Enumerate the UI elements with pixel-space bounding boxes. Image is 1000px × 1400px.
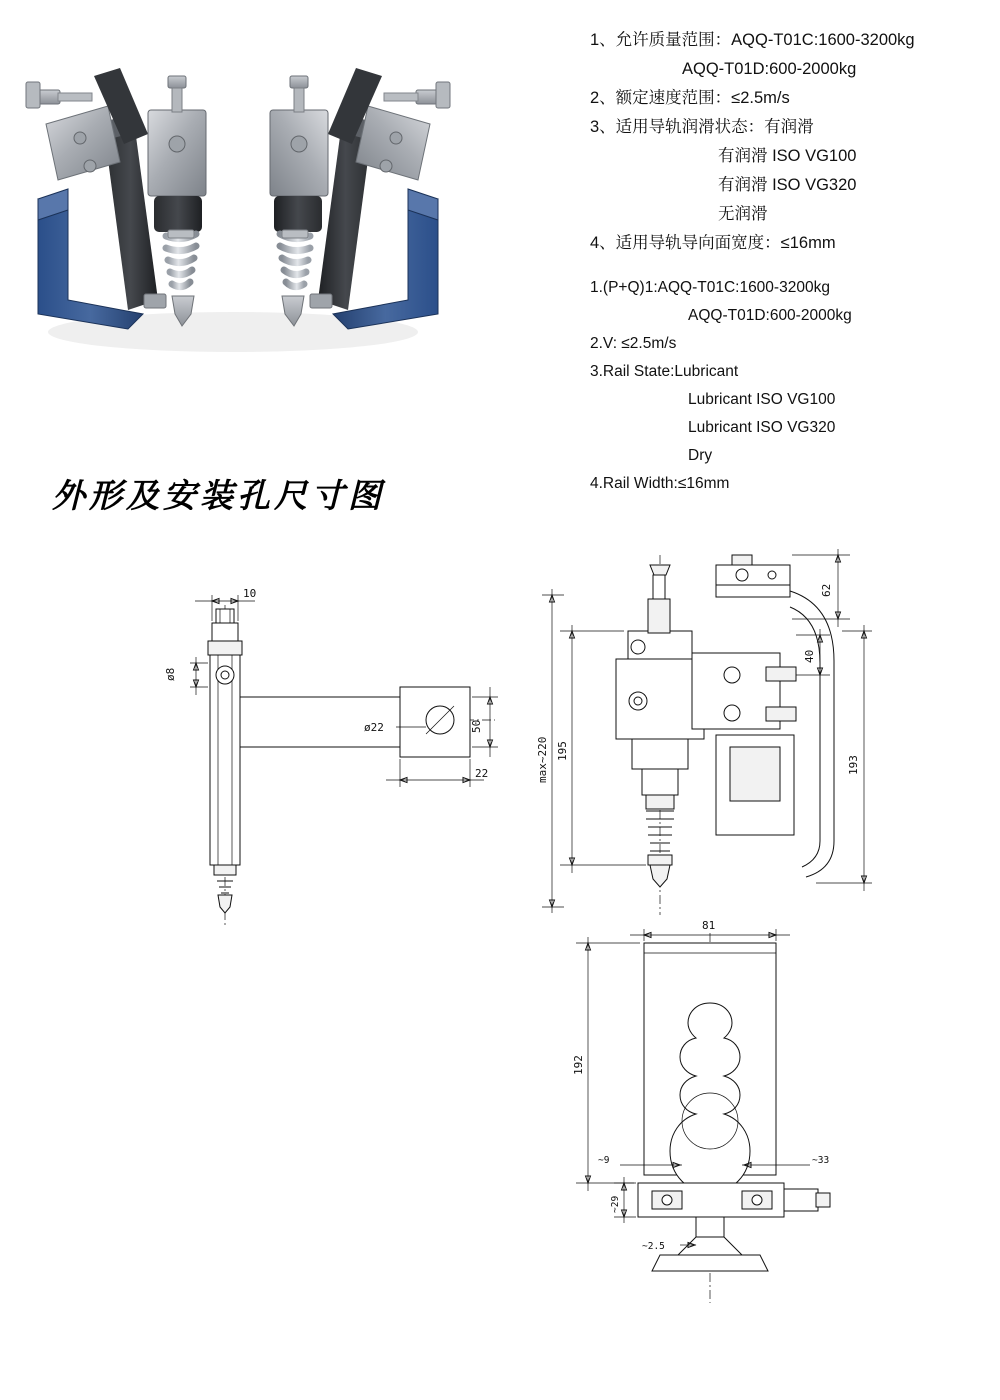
dim-label-192: 192: [572, 1055, 585, 1075]
dim-label-50: 50: [470, 719, 483, 733]
spec-en-line: 3.Rail State:Lubricant: [590, 363, 739, 380]
spec-cn-line: 4、适用导轨导向面宽度：≤16mm: [590, 234, 836, 252]
dim-label-d8: ø8: [164, 667, 177, 681]
dim-label-62: 62: [820, 583, 833, 597]
drawing-top-view: [520, 915, 900, 1315]
spec-en-line: 1.(P+Q)1:AQQ-T01C:1600-3200kg: [590, 279, 830, 296]
spec-cn-line: 无润滑: [718, 205, 768, 223]
dim-label-33: ~33: [812, 1155, 830, 1166]
dim-label-max220: max~220: [536, 736, 549, 783]
spec-cn-line: 1、允许质量范围：AQQ-T01C:1600-3200kg: [590, 31, 915, 49]
specifications-block: [590, 26, 1000, 498]
dim-label-22: 22: [475, 767, 489, 780]
spec-en-line: Lubricant ISO VG100: [688, 391, 836, 408]
dim-label-81: 81: [702, 919, 716, 932]
product-photo-image: [8, 14, 468, 364]
spec-en-line: 2.V: ≤2.5m/s: [590, 335, 677, 352]
spec-cn-line: 有润滑 ISO VG320: [718, 176, 857, 194]
spec-en-line: 4.Rail Width:≤16mm: [590, 475, 730, 492]
dim-label-10: 10: [243, 587, 257, 600]
spacer: [590, 258, 1000, 274]
section-heading: 外形及安装孔尺寸图: [52, 476, 385, 515]
dim-label-40: 40: [803, 649, 816, 663]
spec-en-line: AQQ-T01D:600-2000kg: [688, 307, 852, 324]
product-photo: [8, 14, 468, 364]
spec-en-line: Dry: [688, 447, 713, 464]
drawing-front-view-svg: [520, 535, 900, 935]
dim-label-195: 195: [556, 741, 569, 761]
spec-cn-line: 有润滑 ISO VG100: [718, 147, 857, 165]
drawing-side-view: [150, 575, 550, 935]
dim-label-d22: ø22: [364, 721, 384, 734]
specifications-english: [590, 274, 1000, 498]
dim-label-9: ~9: [598, 1155, 610, 1166]
spec-cn-line: 2、额定速度范围：≤2.5m/s: [590, 89, 790, 107]
drawing-front-view: [520, 535, 900, 935]
spec-en-line: Lubricant ISO VG320: [688, 419, 836, 436]
drawing-side-view-svg: [150, 575, 550, 945]
dim-label-2_5: ~2.5: [642, 1241, 665, 1252]
spec-cn-line: AQQ-T01D:600-2000kg: [682, 60, 857, 78]
spec-cn-line: 3、适用导轨润滑状态：有润滑: [590, 118, 814, 136]
dim-label-193: 193: [847, 755, 860, 775]
dim-label-29: ~29: [610, 1195, 621, 1213]
drawing-top-view-svg: [520, 915, 900, 1315]
